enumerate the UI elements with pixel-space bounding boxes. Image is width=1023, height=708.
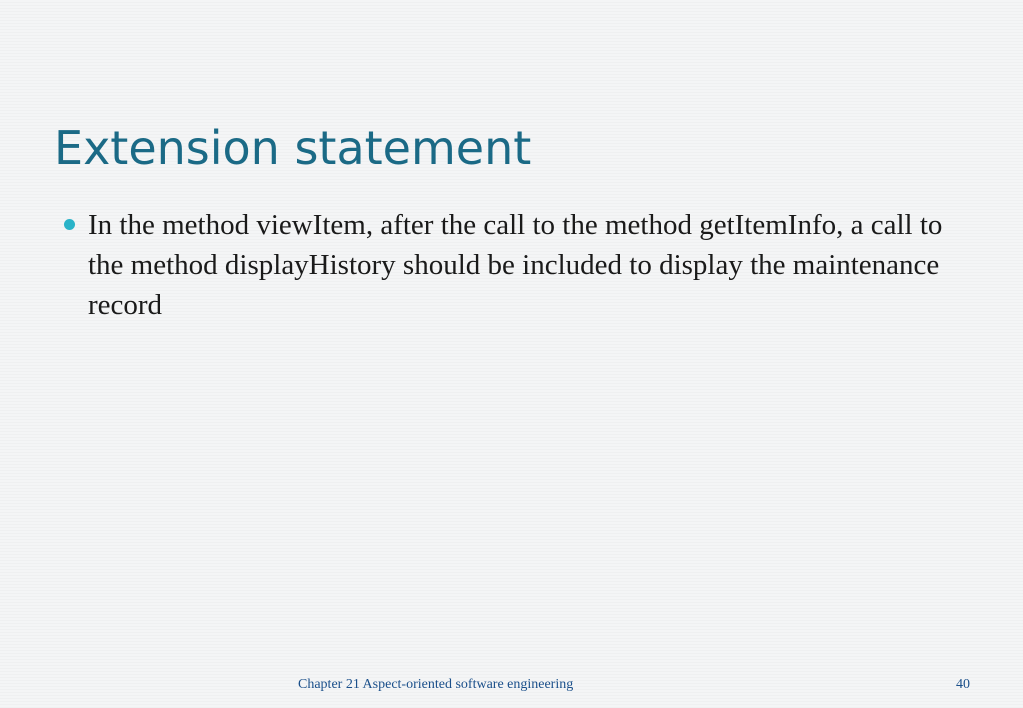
slide-title: Extension statement [54, 121, 532, 175]
slide-footer: Chapter 21 Aspect-oriented software engineering [298, 677, 574, 692]
bullet-list [62, 205, 962, 325]
bullet-dot-icon [64, 219, 75, 230]
bullet-text: In the method viewItem, after the call to the method getItemInfo, a call to the method displayHistory should be included to display the maintenance record [88, 209, 943, 321]
bullet-item [62, 205, 962, 325]
page-number: 40 [956, 677, 970, 692]
